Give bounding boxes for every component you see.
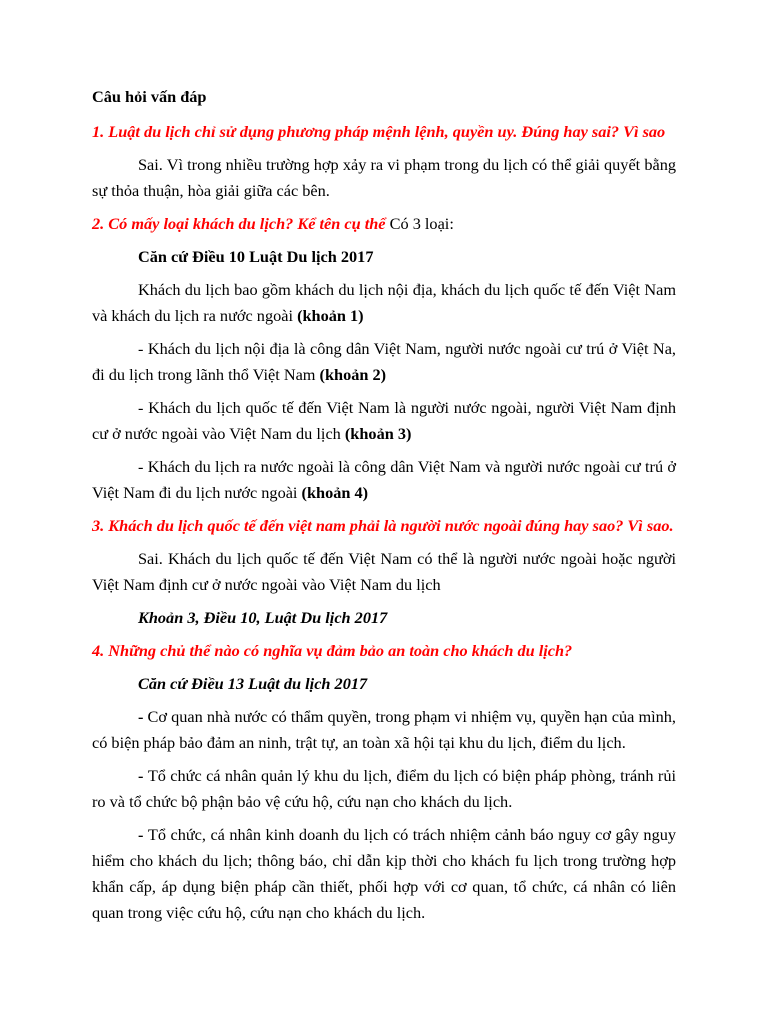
basis-4: Căn cứ Điều 13 Luật du lịch 2017 bbox=[138, 674, 368, 693]
answer-4-item-2 bbox=[92, 763, 676, 815]
question-2: 2. Có mấy loại khách du lịch? Kể tên cụ thể bbox=[92, 214, 386, 233]
reference-khoan-3: (khoản 3) bbox=[344, 424, 412, 443]
question-1: 1. Luật du lịch chỉ sử dụng phương pháp mệnh lệnh, quyền uy. Đúng hay sai? Vì sao bbox=[92, 122, 666, 141]
answer-4-item-1-text: Cơ quan nhà nước có thẩm quyền, trong phạm vi nhiệm vụ, quyền hạn của mình, có biện pháp bảo đảm an ninh, trật tự, an toàn xã hội tại khu du lịch, điểm du lịch. bbox=[92, 707, 676, 752]
answer-2-para-3-text: - Khách du lịch quốc tế đến Việt Nam là người nước ngoài, người Việt Nam định cư ở nước ngoài vào Việt Nam du lịch bbox=[92, 398, 676, 443]
dash-bullet: - bbox=[138, 766, 148, 785]
answer-4-item-3-text: Tổ chức, cá nhân kinh doanh du lịch có trách nhiệm cảnh báo nguy cơ gây nguy hiểm cho khách du lịch; thông báo, chỉ dẫn kịp thời cho khách fu lịch trong trường hợp khẩn cấp, áp dụng biện pháp cần thiết, phối hợp với cơ quan, tổ chức, cá nhân có liên quan trong việc cứu hộ, cứu nạn cho khách du lịch. bbox=[92, 825, 676, 922]
answer-1: Sai. Vì trong nhiều trường hợp xảy ra vi phạm trong du lịch có thể giải quyết bằng sự thỏa thuận, hòa giải giữa các bên. bbox=[92, 155, 676, 200]
answer-2-inline: Có 3 loại: bbox=[389, 214, 454, 233]
answer-3: Sai. Khách du lịch quốc tế đến Việt Nam có thể là người nước ngoài hoặc người Việt Nam định cư ở nước ngoài vào Việt Nam du lịch bbox=[92, 549, 676, 594]
answer-2-para-1 bbox=[92, 277, 676, 329]
dash-bullet: - bbox=[138, 825, 148, 844]
answer-2-para-4-text: - Khách du lịch ra nước ngoài là công dân Việt Nam và người nước ngoài cư trú ở Việt Nam đi du lịch nước ngoài bbox=[92, 457, 676, 502]
question-2-line bbox=[92, 211, 676, 237]
answer-2-para-2-text: - Khách du lịch nội địa là công dân Việt Nam, người nước ngoài cư trú ở Việt Na, đi du lịch trong lãnh thổ Việt Nam bbox=[92, 339, 676, 384]
answer-4-item-3 bbox=[92, 822, 676, 926]
reference-khoan-2: (khoản 2) bbox=[319, 365, 387, 384]
answer-2-para-2 bbox=[92, 336, 676, 388]
dash-bullet: - bbox=[138, 707, 148, 726]
reference-khoan-1: (khoản 1) bbox=[297, 306, 364, 325]
question-4: 4. Những chủ thể nào có nghĩa vụ đảm bảo an toàn cho khách du lịch? bbox=[92, 641, 573, 660]
answer-2-para-1-text: Khách du lịch bao gồm khách du lịch nội địa, khách du lịch quốc tế đến Việt Nam và khách du lịch ra nước ngoài bbox=[92, 280, 676, 325]
answer-2-para-4 bbox=[92, 454, 676, 506]
answer-4-item-1 bbox=[92, 704, 676, 756]
page-title: Câu hỏi vấn đáp bbox=[92, 87, 207, 106]
question-3: 3. Khách du lịch quốc tế đến việt nam phải là người nước ngoài đúng hay sao? Vì sao. bbox=[92, 516, 674, 535]
basis-2: Căn cứ Điều 10 Luật Du lịch 2017 bbox=[138, 247, 374, 266]
basis-3: Khoản 3, Điều 10, Luật Du lịch 2017 bbox=[138, 608, 388, 627]
answer-4-item-2-text: Tổ chức cá nhân quản lý khu du lịch, điểm du lịch có biện pháp phòng, tránh rủi ro và tổ chức bộ phận bảo vệ cứu hộ, cứu nạn cho khách du lịch. bbox=[92, 766, 676, 811]
answer-2-para-3 bbox=[92, 395, 676, 447]
reference-khoan-4: (khoản 4) bbox=[301, 483, 369, 502]
